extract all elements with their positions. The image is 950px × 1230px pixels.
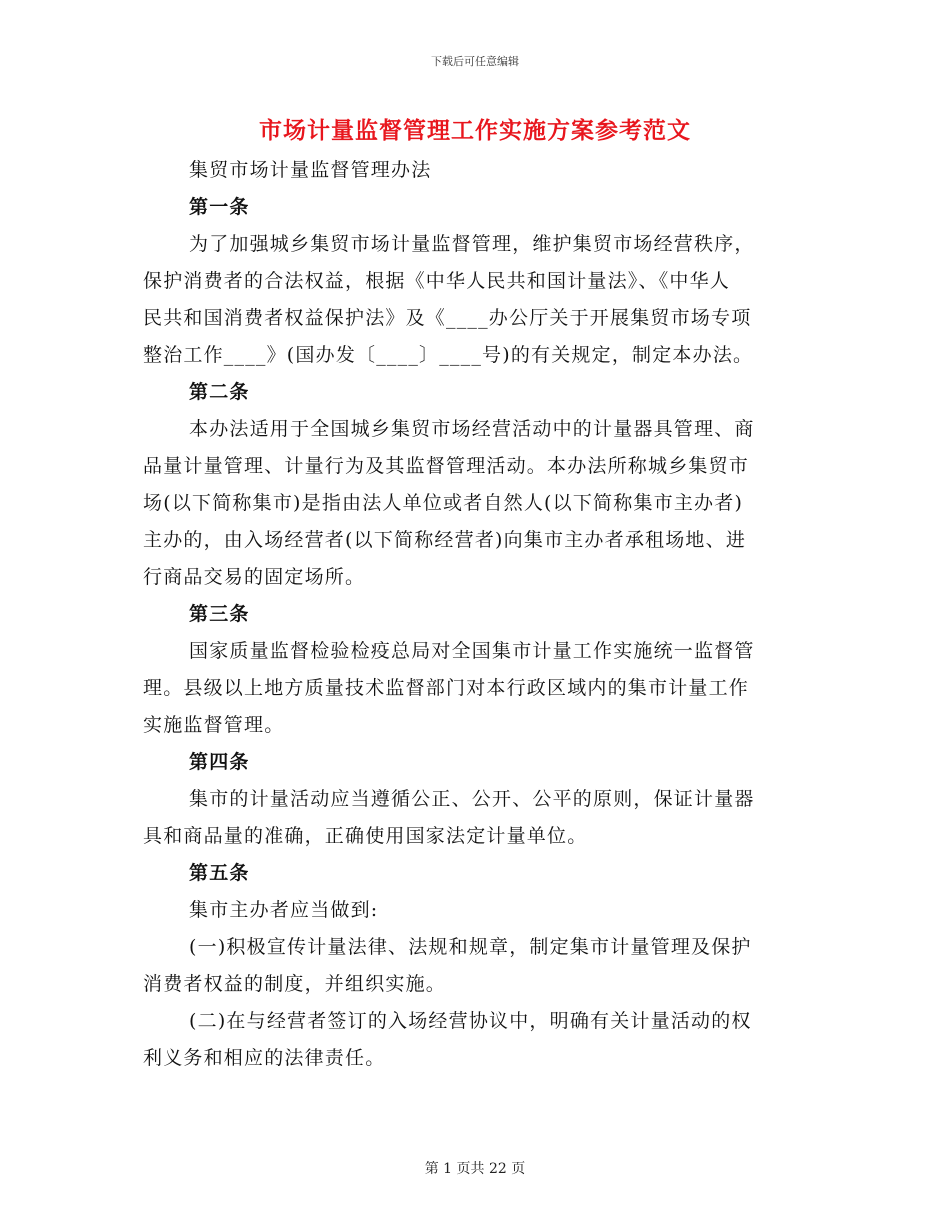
header-note: 下载后可任意编辑 [431,55,519,68]
body-line: 整治工作____》(国办发〔____〕____号)的有关规定，制定本办法。 [143,344,754,366]
body-line: 实施监督管理。 [143,714,285,736]
body-line: 行商品交易的固定场所。 [143,566,366,588]
body-line: 民共和国消费者权益保护法》及《____办公厅关于开展集贸市场专项 [143,307,752,329]
body-line: 消费者权益的制度，并组织实施。 [143,973,447,995]
body-line: 为了加强城乡集贸市场计量监督管理，维护集贸市场经营秩序， [189,233,755,255]
body-line: 集市主办者应当做到: [189,899,379,921]
body-line: 主办的，由入场经营者(以下简称经营者)向集市主办者承租场地、进 [143,529,747,551]
body-line: 集贸市场计量监督管理办法 [189,159,432,181]
page-footer: 第 1 页共 22 页 [424,1161,526,1177]
body-line: 理。县级以上地方质量技术监督部门对本行政区域内的集市计量工作 [143,677,750,699]
body-line: 本办法适用于全国城乡集贸市场经营活动中的计量器具管理、商 [189,418,755,440]
body-line: 场(以下简称集市)是指由法人单位或者自然人(以下简称集市主办者) [143,492,744,514]
document-body [143,152,803,1077]
body-line: 保护消费者的合法权益，根据《中华人民共和国计量法》、《中华人 [143,270,731,292]
body-line: 国家质量监督检验检疫总局对全国集市计量工作实施统一监督管 [189,640,755,662]
body-line: (二)在与经营者签订的入场经营协议中，明确有关计量活动的权 [189,1010,752,1032]
body-line: 具和商品量的准确，正确使用国家法定计量单位。 [143,825,588,847]
body-line: 利义务和相应的法律责任。 [143,1047,386,1069]
article-heading: 第四条 [189,751,250,773]
article-heading: 第五条 [189,862,250,884]
article-heading: 第三条 [189,603,250,625]
body-line: (一)积极宣传计量法律、法规和规章，制定集市计量管理及保护 [189,936,752,958]
article-heading: 第一条 [189,196,250,218]
body-line: 集市的计量活动应当遵循公正、公开、公平的原则，保证计量器 [189,788,755,810]
article-heading: 第二条 [189,381,250,403]
body-line: 品量计量管理、计量行为及其监督管理活动。本办法所称城乡集贸市 [143,455,750,477]
document-title: 市场计量监督管理工作实施方案参考范文 [259,117,691,144]
